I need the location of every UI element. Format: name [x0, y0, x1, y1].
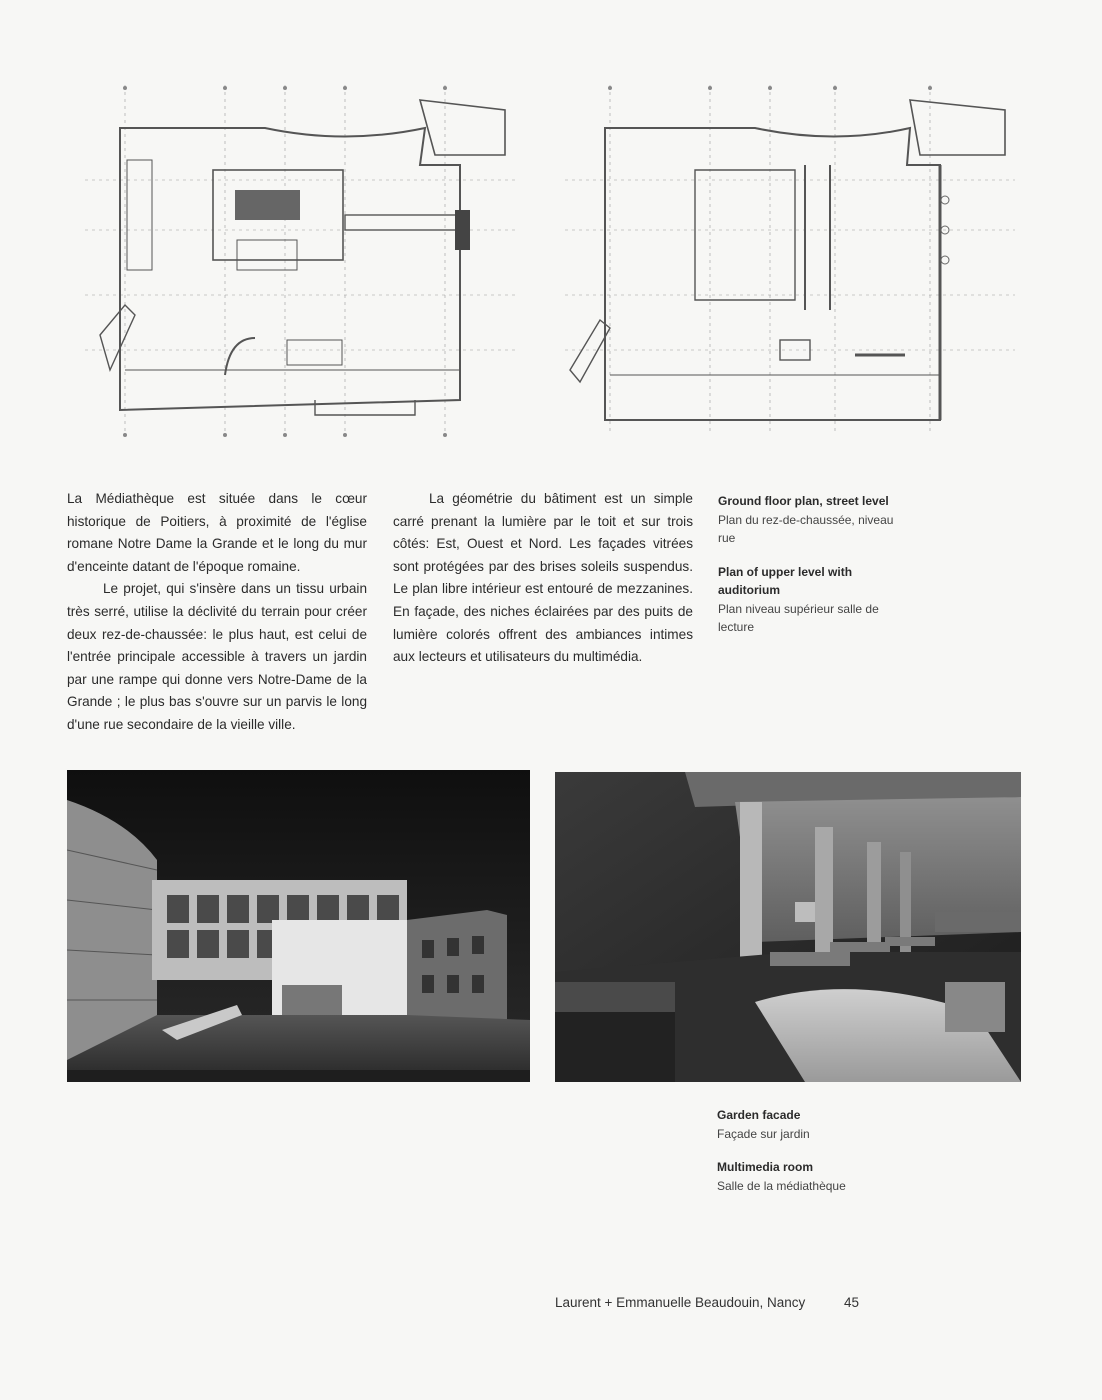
footer-author: Laurent + Emmanuelle Beaudouin, Nancy	[555, 1295, 806, 1310]
text-column-1	[67, 488, 367, 737]
caption-fr: Plan du rez-de-chaussée, niveau rue	[718, 512, 894, 545]
caption-en: Multimedia room	[717, 1160, 814, 1174]
paragraph: Le projet, qui s'insère dans un tissu urbain très serré, utilise la déclivité du terrain pour créer deux rez-de-chaussée: le plus haut, est celui de l'entrée principale accessible à travers un jardin par une rampe qui donne vers Notre-Dame de la Grande ; le plus bas s'ouvre sur un parvis le long d'une rue secondaire de la vieille ville.	[67, 581, 367, 732]
caption-fr: Plan niveau supérieur salle de lecture	[718, 601, 879, 634]
caption-fr: Façade sur jardin	[717, 1126, 810, 1141]
page-number: 45	[844, 1295, 860, 1310]
plan-captions	[718, 492, 898, 652]
garden-facade-photo	[67, 770, 530, 1082]
caption-en: Ground floor plan, street level	[718, 494, 889, 508]
caption-multimedia-room	[717, 1158, 937, 1195]
caption-en: Plan of upper level with auditorium	[718, 564, 853, 597]
paragraph: La Médiathèque est située dans le cœur historique de Poitiers, à proximité de l'église romane Notre Dame la Grande et le long du mur d'enceinte datant de l'époque romaine.	[67, 491, 367, 574]
caption-fr: Salle de la médiathèque	[717, 1178, 846, 1193]
caption-garden-facade	[717, 1106, 937, 1143]
multimedia-room-photo	[555, 772, 1021, 1082]
photo-captions	[717, 1106, 937, 1210]
upper-level-plan-drawing	[555, 70, 1015, 445]
caption-en: Garden facade	[717, 1108, 801, 1122]
ground-floor-plan-drawing	[65, 70, 525, 445]
paragraph: La géométrie du bâtiment est un simple carré prenant la lumière par le toit et sur trois côtés: Est, Ouest et Nord. Les façades vitrées sont protégées par des brises soleils suspendus. Le plan libre intérieur est entouré de mezzanines. En façade, des niches éclairées par des puits de lumière colorés offrent des ambiances intimes aux lecteurs et utilisateurs du multimédia.	[393, 491, 693, 665]
text-column-2	[393, 488, 693, 669]
caption-upper-level	[718, 563, 898, 637]
caption-ground-floor	[718, 492, 898, 548]
